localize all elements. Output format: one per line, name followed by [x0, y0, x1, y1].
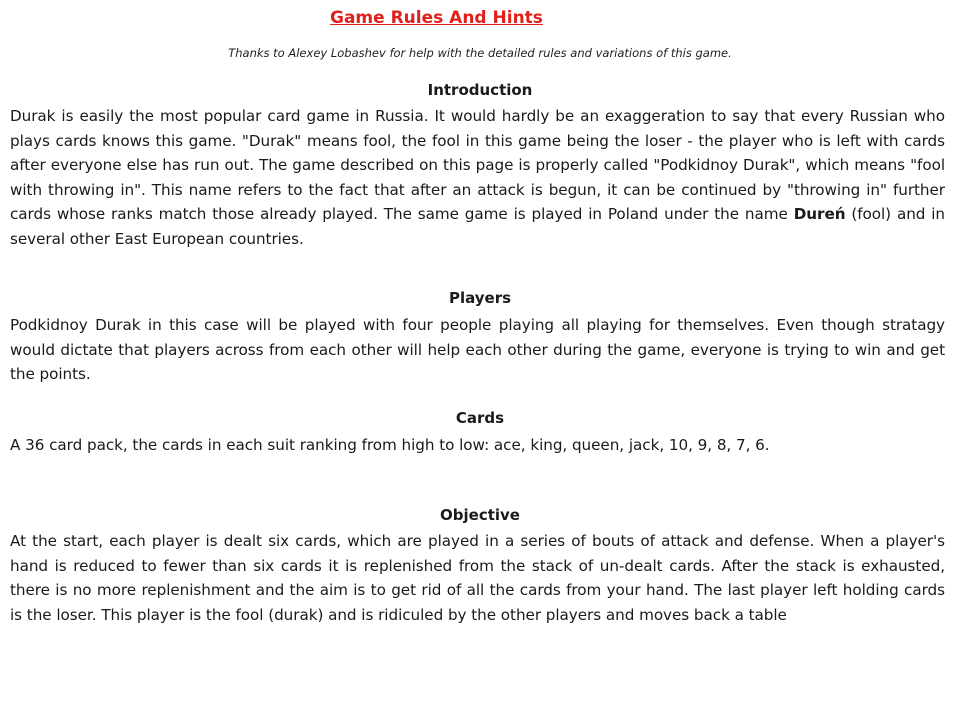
cards-paragraph: A 36 card pack, the cards in each suit ranking from high to low: ace, king, queen, jack, 10, 9, 8, 7, 6.	[10, 436, 770, 454]
page-title: Game Rules And Hints	[330, 8, 543, 28]
cards-heading: Cards	[455, 409, 505, 427]
players-heading: Players	[448, 289, 512, 307]
credit-line: Thanks to Alexey Lobashev for help with the detailed rules and variations of this game.	[228, 46, 732, 60]
objective-paragraph: At the start, each player is dealt six cards, which are played in a series of bouts of attack and defense. When a player's hand is reduced to fewer than six cards it is replenished from the stack of un-dealt cards. After the stack is exhausted, there is no more replenishment and the aim is to get rid of all the cards from your hand. The last player left holding cards is the loser. This player is the fool (durak) and is ridiculed by the other players and moves back a table	[10, 532, 945, 624]
players-paragraph: Podkidnoy Durak in this case will be played with four people playing all playing for themselves. Even though stratagy would dictate that players across from each other will help each other during the game, everyone is trying to win and get the points.	[10, 316, 945, 383]
duren-term: Dureń	[793, 205, 846, 223]
introduction-text-after: (fool) and in several other East European countries.	[10, 205, 945, 248]
objective-heading: Objective	[440, 506, 520, 524]
introduction-heading: Introduction	[427, 81, 533, 99]
introduction-text-before: Durak is easily the most popular card game in Russia. It would hardly be an exaggeration to say that every Russian who plays cards knows this game. "Durak" means fool, the fool in this game being the loser - the player who is left with cards after everyone else has run out. The game described on this page is properly called "Podkidnoy Durak", which means "fool with throwing in". This name refers to the fact that after an attack is begun, it can be continued by "throwing in" further cards whose ranks match those already played. The same game is played in Poland under the name	[10, 107, 945, 223]
introduction-paragraph	[10, 104, 945, 251]
